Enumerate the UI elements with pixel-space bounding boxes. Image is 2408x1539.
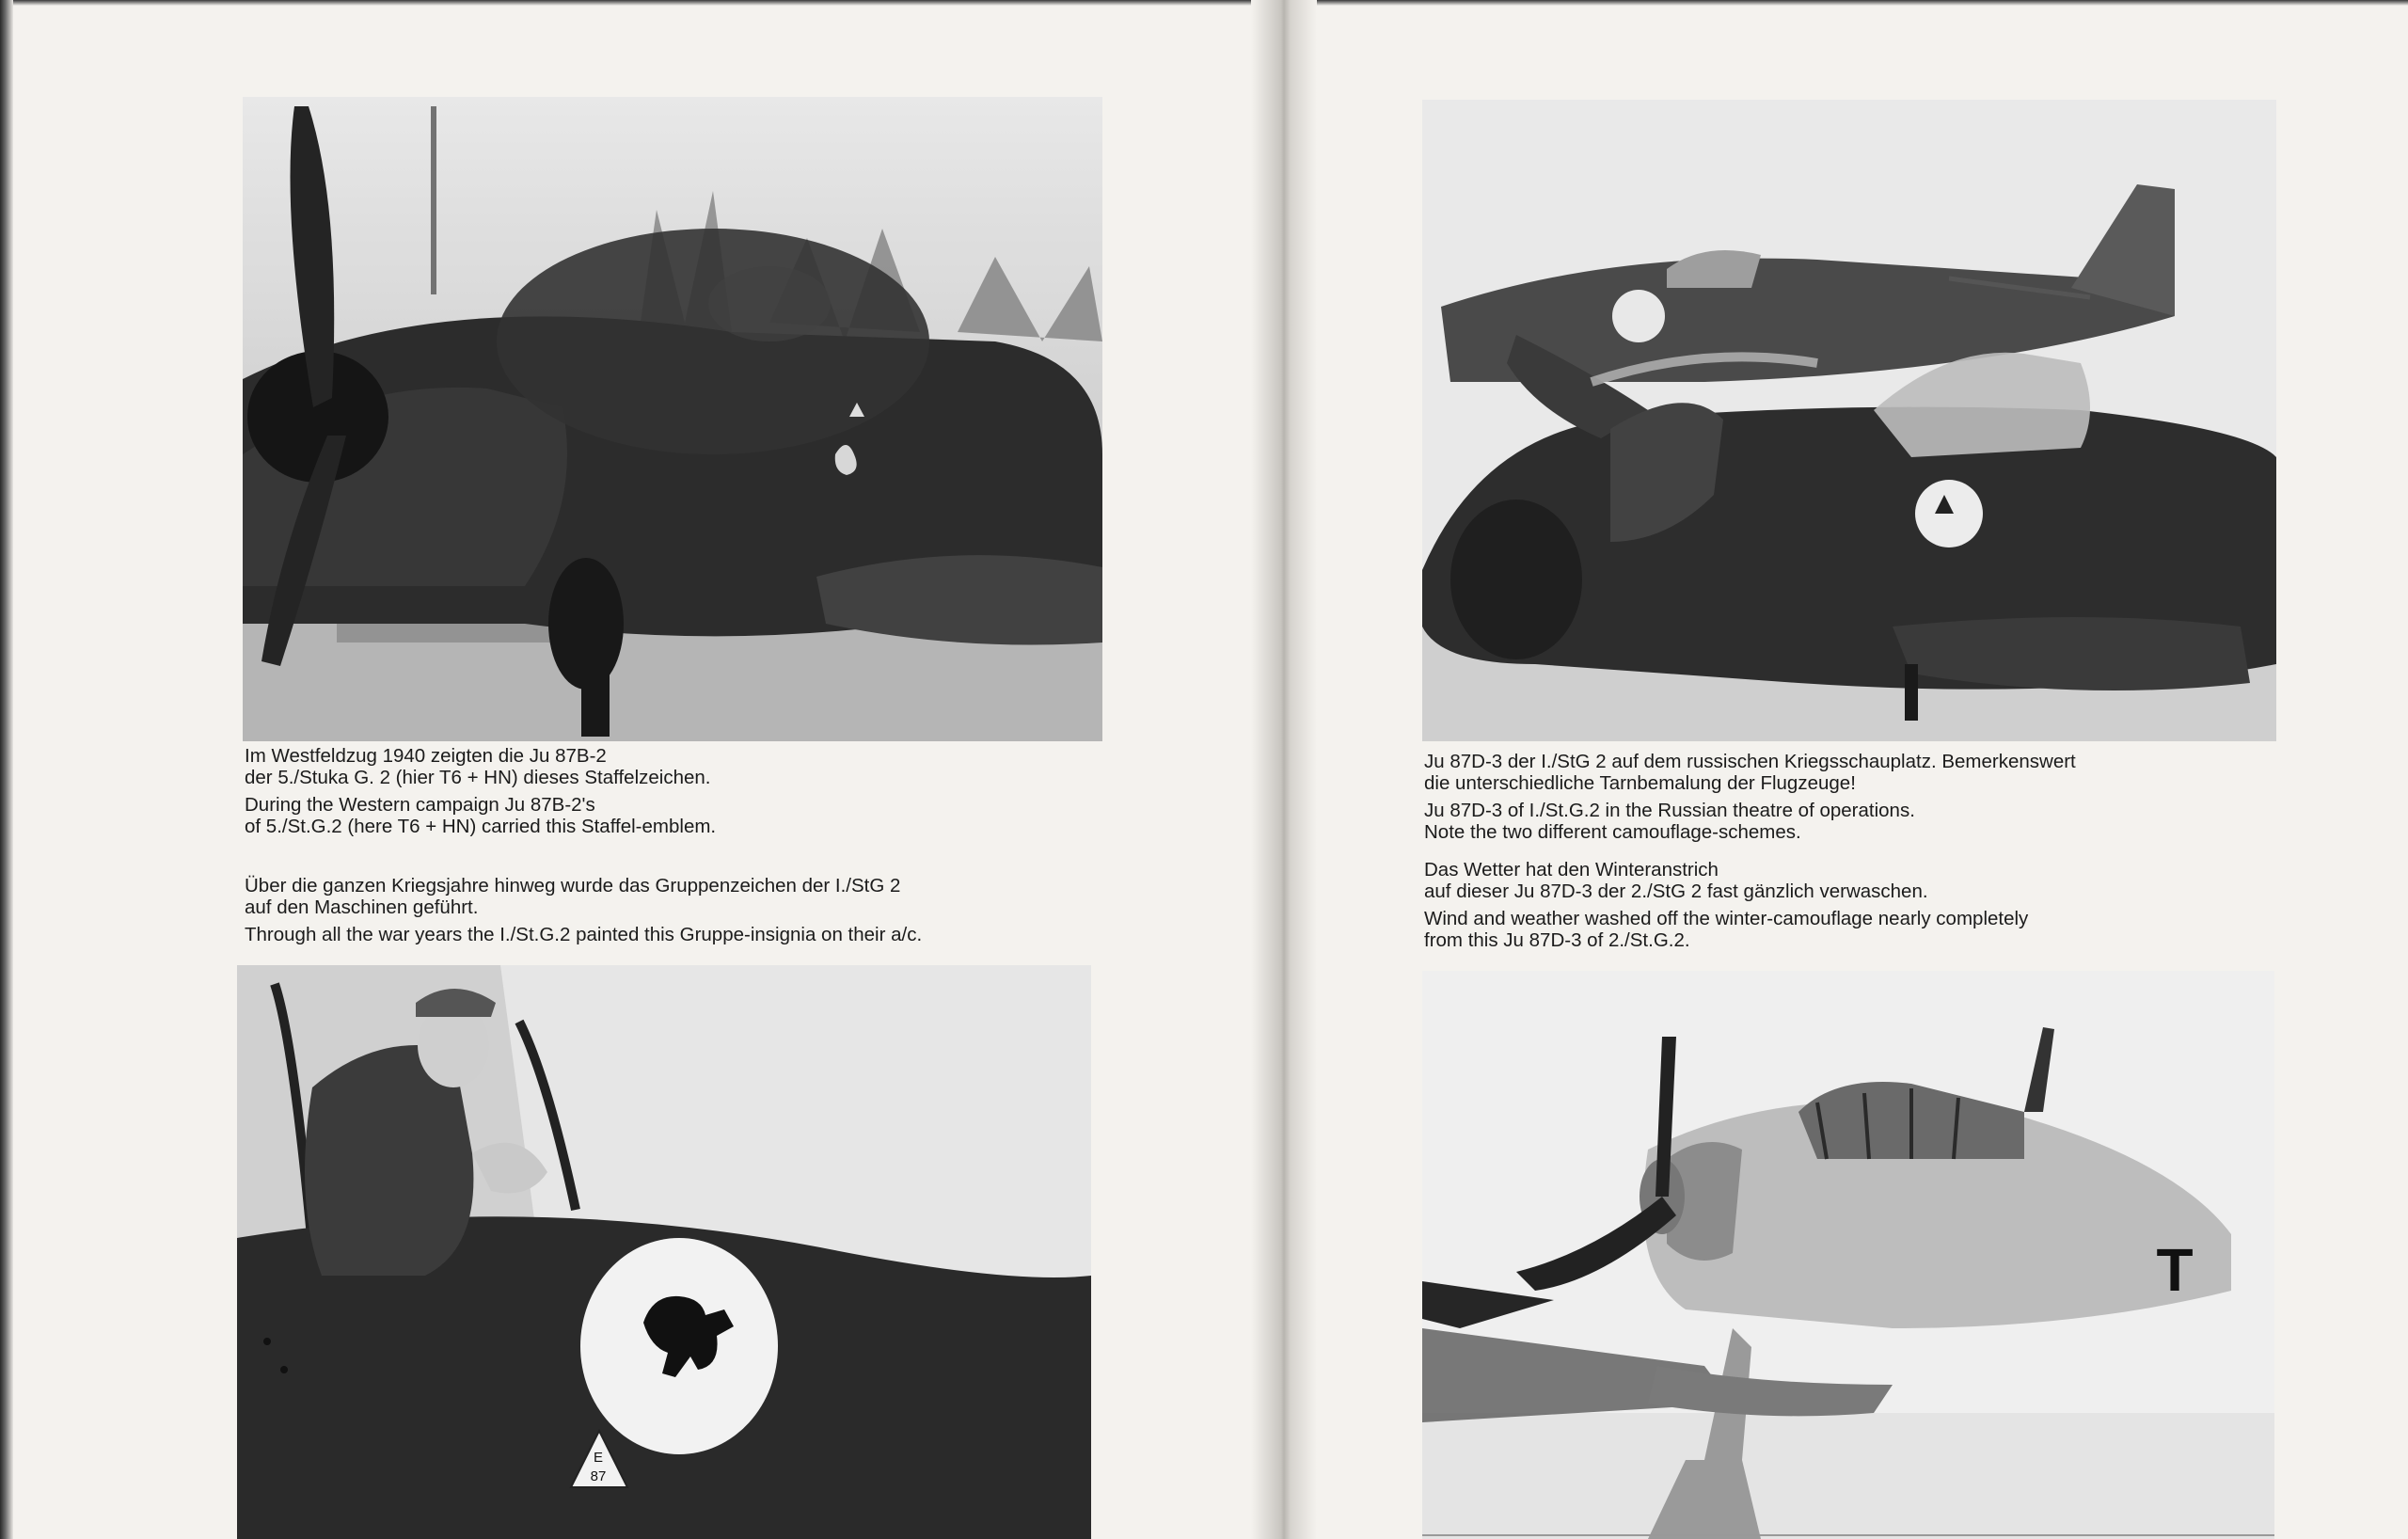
photo-ju87d3-winter xyxy=(1422,971,2274,1539)
caption-en-line: from this Ju 87D-3 of 2./St.G.2. xyxy=(1424,929,1690,951)
caption-de-line: auf den Maschinen geführt. xyxy=(245,896,479,918)
photo-ju87d3-winter-image xyxy=(1422,971,2274,1539)
caption-ju87b2 xyxy=(245,745,716,837)
caption-de-line: Über die ganzen Kriegsjahre hinweg wurde das Gruppenzeichen der I./StG 2 xyxy=(245,875,901,896)
caption-de-line: die unterschiedliche Tarnbemalung der Flugzeuge! xyxy=(1424,772,1856,794)
photo-ju87d3-pair xyxy=(1422,100,2276,741)
caption-en-line: of 5./St.G.2 (here T6 + HN) carried this Staffel-emblem. xyxy=(245,816,717,837)
caption-en-line: Wind and weather washed off the winter-camouflage nearly completely xyxy=(1424,908,2029,929)
caption-de-line: Im Westfeldzug 1940 zeigten die Ju 87B-2 xyxy=(245,745,607,767)
photo-ju87d3-pair-image xyxy=(1422,100,2276,741)
book-gutter xyxy=(1251,0,1317,1539)
caption-de-line: der 5./Stuka G. 2 (hier T6 + HN) dieses Staffelzeichen. xyxy=(245,767,711,788)
caption-gruppe-insignia xyxy=(245,875,922,945)
caption-en-line: Note the two different camouflage-schemes. xyxy=(1424,821,1801,843)
photo-ju87b2-emblem xyxy=(243,97,1102,741)
photo-gruppe-insignia-image xyxy=(237,965,1091,1539)
caption-en-line: Through all the war years the I./St.G.2 painted this Gruppe-insignia on their a/c. xyxy=(245,924,923,945)
marking-number: 87 xyxy=(590,1468,607,1484)
page-left-edge xyxy=(0,0,13,1539)
caption-en-line: During the Western campaign Ju 87B-2's xyxy=(245,794,595,816)
caption-de-line: auf dieser Ju 87D-3 der 2./StG 2 fast gänzlich verwaschen. xyxy=(1424,881,1928,902)
fuselage-letter: T xyxy=(2156,1236,2194,1304)
caption-en-line: Ju 87D-3 of I./St.G.2 in the Russian theatre of operations. xyxy=(1424,800,1915,821)
caption-ju87d3-winter xyxy=(1424,859,2028,951)
marking-letter: E xyxy=(593,1450,604,1466)
caption-ju87d3-pair xyxy=(1424,751,2076,843)
page-top-edge xyxy=(0,0,2408,6)
photo-gruppe-insignia xyxy=(237,965,1091,1539)
photo-ju87b2-emblem-image xyxy=(243,97,1102,741)
caption-de-line: Ju 87D-3 der I./StG 2 auf dem russischen Kriegsschauplatz. Bemerkenswert xyxy=(1424,751,2076,772)
caption-de-line: Das Wetter hat den Winteranstrich xyxy=(1424,859,1719,881)
